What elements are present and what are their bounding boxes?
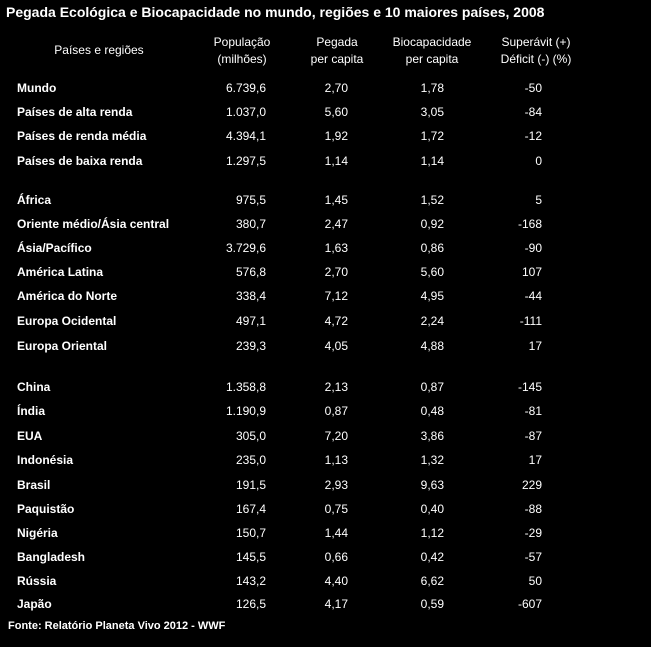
cell-pop: 126,5 xyxy=(235,597,266,611)
cell-pegada: 4,05 xyxy=(324,339,348,353)
header-country: Países e regiões xyxy=(54,43,144,57)
cell-pop: 4.394,1 xyxy=(225,129,266,143)
cell-pop: 143,2 xyxy=(235,574,266,588)
cell-name: Nigéria xyxy=(17,526,58,540)
cell-pop: 6.739,6 xyxy=(225,81,266,95)
cell-pegada: 0,87 xyxy=(324,404,348,418)
table-row xyxy=(0,102,651,122)
table-row xyxy=(0,262,651,282)
header-biocapacity-line1: Biocapacidade xyxy=(392,35,472,49)
table-row xyxy=(0,571,651,591)
cell-name: Europa Oriental xyxy=(17,339,108,353)
cell-pop: 975,5 xyxy=(235,193,266,207)
cell-pop: 145,5 xyxy=(235,550,266,564)
cell-bio: 1,52 xyxy=(420,193,444,207)
cell-pegada: 2,93 xyxy=(324,478,348,492)
cell-sup: -88 xyxy=(524,502,542,516)
cell-pop: 1.190,9 xyxy=(225,404,266,418)
header-population xyxy=(196,34,288,70)
cell-pop: 1.358,8 xyxy=(225,380,266,394)
cell-pop: 150,7 xyxy=(235,526,266,540)
cell-name: Rússia xyxy=(17,574,57,588)
cell-sup: -44 xyxy=(524,289,542,303)
cell-pop: 235,0 xyxy=(235,453,266,467)
cell-sup: -50 xyxy=(524,81,542,95)
cell-name: EUA xyxy=(17,429,43,443)
cell-name: Bangladesh xyxy=(17,550,86,564)
cell-name: China xyxy=(17,380,51,394)
cell-pop: 305,0 xyxy=(235,429,266,443)
cell-sup: -90 xyxy=(524,241,542,255)
header-footprint xyxy=(292,34,382,70)
cell-sup: 5 xyxy=(535,193,542,207)
cell-name: Ásia/Pacífico xyxy=(17,241,92,255)
cell-name: Europa Ocidental xyxy=(17,314,117,328)
table-row xyxy=(0,499,651,519)
cell-pegada: 4,17 xyxy=(324,597,348,611)
cell-pop: 576,8 xyxy=(235,265,266,279)
cell-sup: 17 xyxy=(528,339,542,353)
cell-bio: 4,95 xyxy=(420,289,444,303)
table-row xyxy=(0,286,651,306)
table-row xyxy=(0,238,651,258)
cell-pop: 3.729,6 xyxy=(225,241,266,255)
cell-pegada: 7,20 xyxy=(324,429,348,443)
header-balance-line1: Superávit (+) xyxy=(501,35,571,49)
cell-bio: 0,86 xyxy=(420,241,444,255)
cell-bio: 1,72 xyxy=(420,129,444,143)
cell-pegada: 1,92 xyxy=(324,129,348,143)
cell-pegada: 0,75 xyxy=(324,502,348,516)
cell-name: Mundo xyxy=(17,81,57,95)
cell-pegada: 5,60 xyxy=(324,105,348,119)
table-row xyxy=(0,311,651,331)
cell-bio: 0,87 xyxy=(420,380,444,394)
cell-name: Indonésia xyxy=(17,453,74,467)
cell-sup: -607 xyxy=(517,597,542,611)
header-biocapacity xyxy=(382,34,482,70)
header-population-line2: (milhões) xyxy=(217,52,267,66)
cell-pop: 1.297,5 xyxy=(225,154,266,168)
cell-bio: 0,40 xyxy=(420,502,444,516)
cell-name: Paquistão xyxy=(17,502,75,516)
cell-name: Países de baixa renda xyxy=(17,154,143,168)
source-note: Fonte: Relatório Planeta Vivo 2012 - WWF xyxy=(8,620,226,632)
cell-sup: -87 xyxy=(524,429,542,443)
cell-pop: 380,7 xyxy=(235,217,266,231)
cell-name: Países de renda média xyxy=(17,129,147,143)
cell-sup: -111 xyxy=(519,314,542,328)
table-row xyxy=(0,594,651,614)
table-row xyxy=(0,336,651,356)
table-row xyxy=(0,377,651,397)
cell-sup: 17 xyxy=(528,453,542,467)
cell-bio: 1,14 xyxy=(420,154,444,168)
cell-sup: -12 xyxy=(524,129,542,143)
cell-pegada: 1,63 xyxy=(324,241,348,255)
table-row xyxy=(0,190,651,210)
cell-pegada: 2,70 xyxy=(324,265,348,279)
cell-pegada: 1,44 xyxy=(324,526,348,540)
cell-sup: 107 xyxy=(521,265,542,279)
header-balance-line2: Déficit (-) (%) xyxy=(500,52,572,66)
cell-bio: 6,62 xyxy=(420,574,444,588)
header-biocapacity-line2: per capita xyxy=(405,52,459,66)
table-row xyxy=(0,78,651,98)
table-row xyxy=(0,523,651,543)
cell-bio: 0,59 xyxy=(420,597,444,611)
table-row xyxy=(0,401,651,421)
cell-pegada: 2,13 xyxy=(324,380,348,394)
cell-sup: -81 xyxy=(524,404,542,418)
cell-pop: 191,5 xyxy=(235,478,266,492)
cell-pop: 497,1 xyxy=(235,314,266,328)
cell-bio: 9,63 xyxy=(420,478,444,492)
cell-pegada: 4,40 xyxy=(324,574,348,588)
cell-sup: 229 xyxy=(521,478,542,492)
table-row xyxy=(0,547,651,567)
cell-bio: 2,24 xyxy=(420,314,444,328)
cell-pegada: 1,13 xyxy=(324,453,348,467)
cell-pegada: 7,12 xyxy=(324,289,348,303)
cell-name: África xyxy=(17,193,52,207)
cell-bio: 1,78 xyxy=(420,81,444,95)
header-population-line1: População xyxy=(213,35,271,49)
cell-pegada: 2,70 xyxy=(324,81,348,95)
table-row xyxy=(0,426,651,446)
cell-pegada: 2,47 xyxy=(324,217,348,231)
cell-pop: 167,4 xyxy=(235,502,266,516)
cell-bio: 1,12 xyxy=(420,526,444,540)
cell-bio: 5,60 xyxy=(420,265,444,279)
cell-pegada: 1,14 xyxy=(324,154,348,168)
cell-name: Países de alta renda xyxy=(17,105,133,119)
table-row xyxy=(0,151,651,171)
cell-name: Oriente médio/Ásia central xyxy=(17,217,170,231)
cell-sup: -145 xyxy=(517,380,542,394)
cell-bio: 0,42 xyxy=(420,550,444,564)
table-row xyxy=(0,126,651,146)
table-row xyxy=(0,475,651,495)
header-balance xyxy=(482,34,590,70)
cell-pop: 1.037,0 xyxy=(225,105,266,119)
cell-sup: -29 xyxy=(524,526,542,540)
header-footprint-line1: Pegada xyxy=(316,35,358,49)
cell-bio: 4,88 xyxy=(420,339,444,353)
cell-pegada: 4,72 xyxy=(324,314,348,328)
cell-pegada: 1,45 xyxy=(324,193,348,207)
table-title: Pegada Ecológica e Biocapacidade no mundo, regiões e 10 maiores países, 2008 xyxy=(6,4,545,20)
cell-name: Brasil xyxy=(17,478,51,492)
cell-name: América do Norte xyxy=(17,289,118,303)
cell-name: América Latina xyxy=(17,265,104,279)
cell-bio: 3,05 xyxy=(420,105,444,119)
cell-sup: 50 xyxy=(528,574,542,588)
cell-name: Japão xyxy=(17,597,52,611)
cell-pegada: 0,66 xyxy=(324,550,348,564)
cell-sup: -57 xyxy=(524,550,542,564)
cell-sup: 0 xyxy=(535,154,542,168)
table-row xyxy=(0,214,651,234)
cell-bio: 0,92 xyxy=(420,217,444,231)
cell-bio: 1,32 xyxy=(420,453,444,467)
cell-sup: -168 xyxy=(517,217,542,231)
cell-pop: 338,4 xyxy=(235,289,266,303)
table-row xyxy=(0,450,651,470)
cell-name: Índia xyxy=(17,404,46,418)
header-footprint-line2: per capita xyxy=(310,52,364,66)
cell-sup: -84 xyxy=(524,105,542,119)
cell-bio: 0,48 xyxy=(420,404,444,418)
cell-bio: 3,86 xyxy=(420,429,444,443)
cell-pop: 239,3 xyxy=(235,339,266,353)
